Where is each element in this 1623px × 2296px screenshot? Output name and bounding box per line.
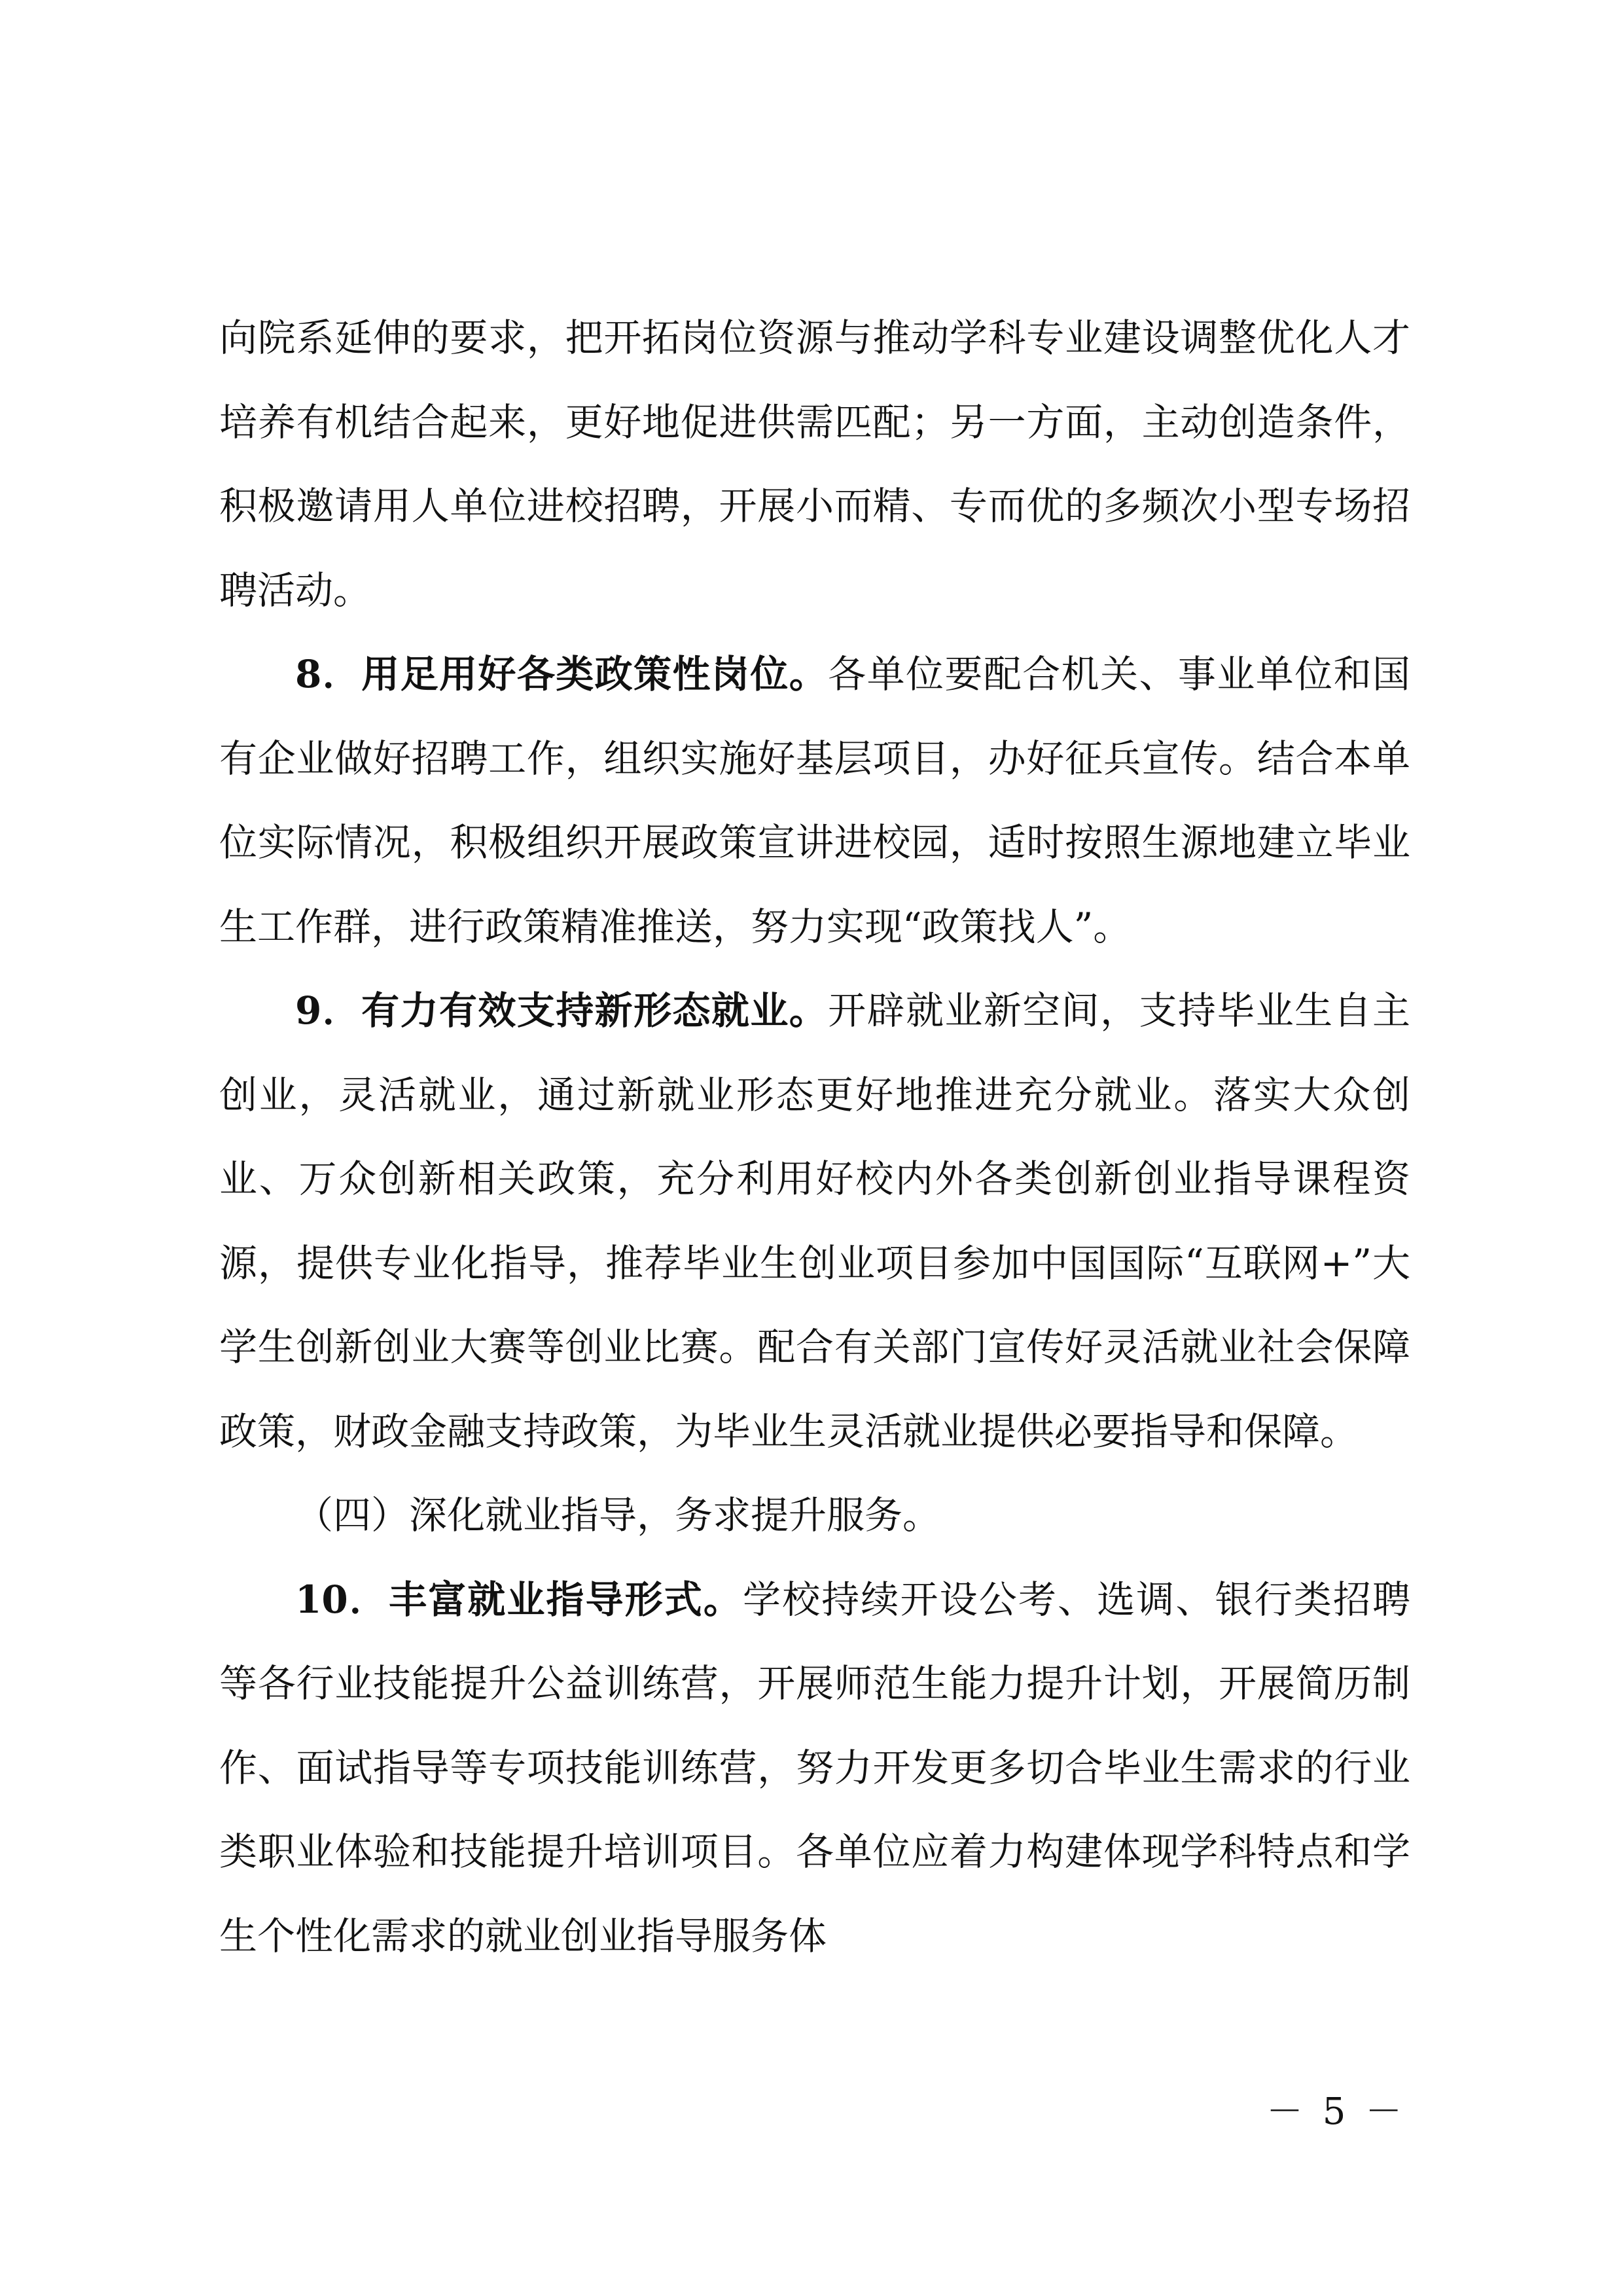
item-heading: 10．丰富就业指导形式。 — [295, 1577, 743, 1622]
page-number: － 5 － — [1266, 2090, 1406, 2133]
paragraph-continuation — [219, 296, 1410, 632]
paragraph-text: 学校持续开设公考、选调、银行类招聘等各行业技能提升公益训练营，开展师范生能力提升计划，开展简历制作、面试指导等专项技能训练营，努力开发更多切合毕业生需求的行业类职业体验和技能提升培训项目。各单位应着力构建体现学科特点和学生个性化需求的就业创业指导服务体 — [219, 1577, 1410, 1958]
section-subheading — [219, 1473, 1410, 1558]
paragraph-text: 开辟就业新空间，支持毕业生自主创业，灵活就业，通过新就业形态更好地推进充分就业。落实大众创业、万众创新相关政策，充分利用好校内外各类创新创业指导课程资源，提供专业化指导，推荐毕业生创业项目参加中国国际“互联网+”大学生创新创业大赛等创业比赛。配合有关部门宣传好灵活就业社会保障政策，财政金融支持政策，为毕业生灵活就业提供必要指导和保障。 — [219, 988, 1410, 1454]
paragraph-text: 各单位要配合机关、事业单位和国有企业做好招聘工作，组织实施好基层项目，办好征兵宣传。结合本单位实际情况，积极组织开展政策宣讲进校园，适时按照生源地建立毕业生工作群，进行政策精准推送，努力实现“政策找人”。 — [219, 652, 1410, 949]
paragraph-item-10 — [219, 1558, 1410, 1979]
document-body — [219, 296, 1410, 1978]
paragraph-text: 向院系延伸的要求，把开拓岗位资源与推动学科专业建设调整优化人才培养有机结合起来，更好地促进供需匹配；另一方面，主动创造条件，积极邀请用人单位进校招聘，开展小而精、专而优的多频次小型专场招聘活动。 — [219, 315, 1410, 613]
subheading-text: （四）深化就业指导，务求提升服务。 — [295, 1493, 941, 1537]
item-heading: 8．用足用好各类政策性岗位。 — [295, 652, 829, 696]
paragraph-item-9 — [219, 969, 1410, 1473]
paragraph-item-8 — [219, 632, 1410, 969]
item-heading: 9．有力有效支持新形态就业。 — [295, 988, 829, 1033]
